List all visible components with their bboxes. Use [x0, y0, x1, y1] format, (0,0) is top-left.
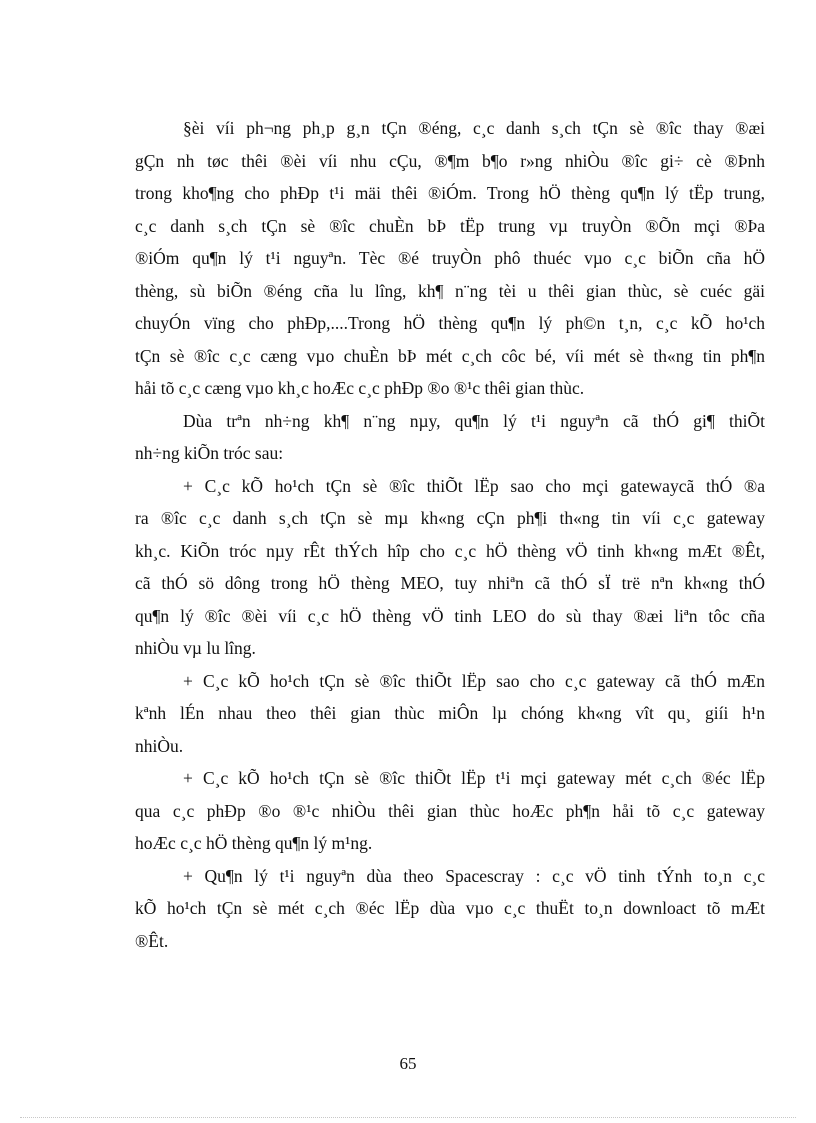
text-line: nhiÒu vµ lu lîng. [135, 638, 256, 658]
text-line: trong kho¶ng cho phÐp t¹i mäi thêi ®iÓm. Trong hÖ thèng qu¶n lý tËp trung, [135, 183, 765, 203]
text-line: ra ®îc c¸c danh s¸ch tÇn sè mµ kh«ng cÇn ph¶i th«ng tin víi c¸c gateway [135, 508, 765, 528]
text-line: tÇn sè ®îc c¸c cæng vµo chuÈn bÞ mét c¸ch côc bé, víi mét sè th«ng tin ph¶n [135, 345, 765, 366]
text-line: thèng, sù biÕn ®éng cña lu lîng, kh¶ n¨ng tèi u thêi gian thùc, sè cuéc gäi [135, 280, 765, 301]
text-line: håi tõ c¸c cæng vµo kh¸c hoÆc c¸c phÐp ®o ®¹c thêi gian thùc. [135, 378, 585, 398]
text-line: + C¸c kÕ ho¹ch tÇn sè ®îc thiÕt lËp sao cho c¸c gateway cã thÓ mÆn [183, 670, 765, 691]
page-number: 65 [399, 1054, 417, 1073]
text-line: + Qu¶n lý t¹i nguyªn dùa theo Spacescray : c¸c vÖ tinh tÝnh to¸n c¸c [183, 865, 765, 886]
text-line: qua c¸c phÐp ®o ®¹c nhiÒu thêi gian thùc hoÆc ph¶n håi tõ c¸c gateway [135, 800, 765, 821]
text-line: c¸c danh s¸ch tÇn sè ®îc chuÈn bÞ tËp trung vµ truyÒn ®Õn mçi ®Þa [135, 215, 765, 236]
text-line: ®Êt. [135, 930, 169, 951]
text-line: + C¸c kÕ ho¹ch tÇn sè ®îc thiÕt lËp t¹i mçi gateway mét c¸ch ®éc lËp [183, 768, 765, 788]
text-line: kh¸c. KiÕn tróc nµy rÊt thÝch hîp cho c¸c hÖ thèng vÖ tinh kh«ng mÆt ®Êt, [135, 540, 765, 561]
text-line: kªnh lÉn nhau theo thêi gian thùc miÔn lµ chóng kh«ng vît qu¸ giíi h¹n [135, 703, 765, 723]
text-line: Dùa trªn nh÷ng kh¶ n¨ng nµy, qu¶n lý t¹i nguyªn cã thÓ gi¶ thiÕt [183, 410, 765, 431]
footer-divider [20, 1117, 796, 1118]
text-line: nh÷ng kiÕn tróc sau: [135, 443, 284, 463]
text-line: nhiÒu. [135, 735, 184, 756]
text-line: gÇn nh tøc thêi ®èi víi nhu cÇu, ®¶m b¶o r»ng nhiÒu ®îc gi÷ cè ®Þnh [135, 150, 765, 171]
text-line: + C¸c kÕ ho¹ch tÇn sè ®îc thiÕt lËp sao cho mçi gatewaycã thÓ ®a [183, 475, 765, 496]
text-line: kÕ ho¹ch tÇn sè mét c¸ch ®éc lËp dùa vµo c¸c thuËt to¸n downloact tõ mÆt [135, 898, 765, 918]
body-text [135, 112, 765, 957]
text-line: §èi víi ph¬ng ph¸p g¸n tÇn ®éng, c¸c danh s¸ch tÇn sè ®îc thay ®æi [183, 118, 765, 138]
text-line: hoÆc c¸c hÖ thèng qu¶n lý m¹ng. [135, 833, 373, 853]
text-line: chuyÓn vïng cho phÐp,....Trong hÖ thèng qu¶n lý ph©n t¸n, c¸c kÕ ho¹ch [135, 313, 765, 333]
text-line: ®iÓm qu¶n lý t¹i nguyªn. Tèc ®é truyÒn phô thuéc vµo c¸c biÕn cña hÖ [135, 248, 765, 268]
text-line: qu¶n lý ®îc ®èi víi c¸c hÖ thèng vÖ tinh LEO do sù thay ®æi liªn tôc cña [135, 605, 765, 626]
text-line: cã thÓ sö dông trong hÖ thèng MEO, tuy nhiªn cã thÓ sÏ trë nªn kh«ng thÓ [135, 573, 765, 593]
